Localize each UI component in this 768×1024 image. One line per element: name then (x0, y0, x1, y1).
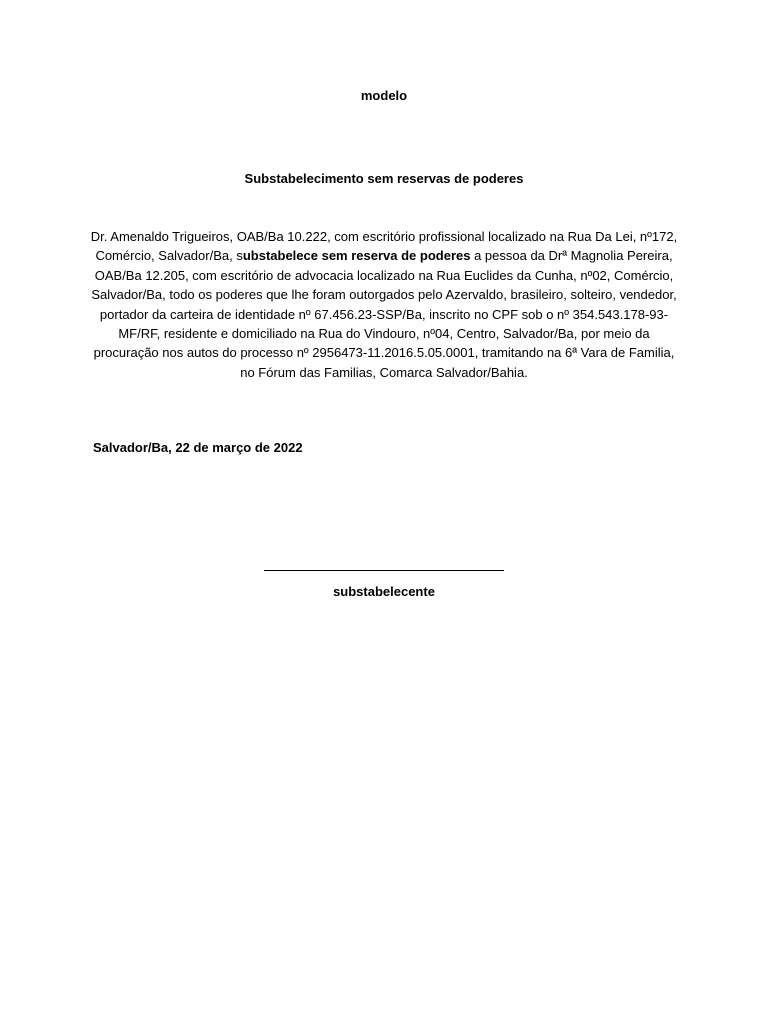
document-label: modelo (360, 88, 408, 103)
signature-line (264, 570, 504, 571)
document-body (90, 227, 678, 382)
date-place: Salvador/Ba, 22 de março de 2022 (93, 440, 303, 455)
signature-label: substabelecente (333, 584, 435, 599)
document-title: Substabelecimento sem reservas de poderes (244, 171, 524, 186)
body-text-part-3: a pessoa da Drª Magnolia Pereira, OAB/Ba 12.205, com escritório de advocacia localizado na Rua Euclides da Cunha, nº02, Comércio, Salvador/Ba, todo os poderes que lhe foram outorgados pelo Azervaldo, brasileiro, solteiro, vendedor, portador da carteira de identidade nº 67.456.23-SSP/Ba, inscrito no CPF sob o nº 354.543.178-93-MF/RF, residente e domiciliado na Rua do Vindouro, nº04, Centro, Salvador/Ba, por meio da procuração nos autos do processo nº 2956473-11.2016.5.05.0001, tramitando na 6ª Vara de Familia, no Fórum das Familias, Comarca Salvador/Bahia. (91, 248, 677, 380)
body-text-part-1: Dr. Amenaldo Trigueiros, OAB/Ba 10.222, com escritório profissional localizado na Rua Da Lei, nº172, Comércio, Salvador/Ba, s (90, 229, 678, 264)
body-text-emphasis: ubstabelece sem reserva de poderes (242, 248, 471, 264)
